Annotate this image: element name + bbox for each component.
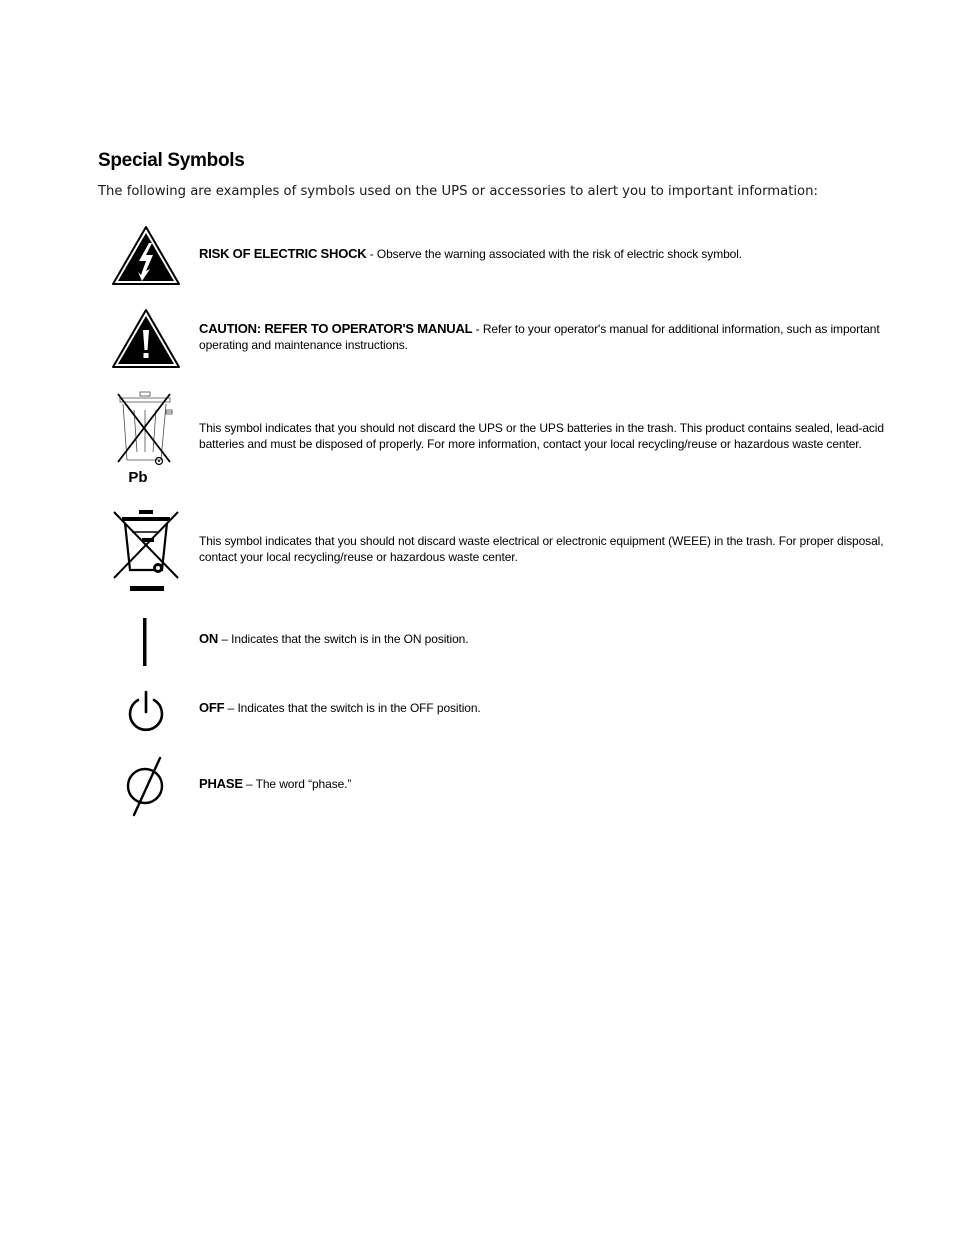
symbol-text: The word “phase.” [255, 777, 352, 791]
symbol-label: RISK OF ELECTRIC SHOCK [199, 246, 367, 261]
symbol-description: PHASE – The word “phase.” [199, 776, 352, 791]
battery-disposal-pb-icon [114, 390, 176, 486]
symbol-text: Indicates that the switch is in the OFF position. [237, 701, 481, 715]
caution-exclamation-icon [111, 308, 181, 370]
phase-symbol-icon [124, 756, 168, 818]
page-title: Special Symbols [98, 150, 245, 171]
symbol-label: CAUTION: REFER TO OPERATOR'S MANUAL [199, 321, 473, 336]
symbol-description [199, 533, 904, 565]
pb-label: Pb [128, 469, 148, 486]
symbol-description: RISK OF ELECTRIC SHOCK - Observe the warning associated with the risk of electric shock symbol. [199, 246, 743, 261]
power-on-line-icon [141, 617, 149, 667]
symbol-text: This symbol indicates that you should not discard waste electrical or electronic equipment (WEEE) in the trash. For proper disposal, contact your local recycling/reuse or hazardous waste center. [199, 534, 884, 564]
symbol-description: CAUTION: REFER TO OPERATOR'S MANUAL - Refer to your operator's manual for additional information, such as important operating and maintenance instructions. [199, 321, 880, 352]
symbol-description: OFF – Indicates that the switch is in the OFF position. [199, 700, 481, 715]
symbol-description: ON – Indicates that the switch is in the ON position. [199, 631, 469, 646]
electric-shock-warning-icon [111, 225, 181, 287]
intro-text: The following are examples of symbols used on the UPS or accessories to alert you to important information: [98, 184, 818, 199]
weee-disposal-icon [112, 508, 180, 594]
symbol-text: Indicates that the switch is in the ON position. [231, 632, 469, 646]
symbol-description [199, 420, 904, 452]
symbol-text: Refer to your operator's manual for additional information, such as important operating and maintenance instructions. [199, 322, 880, 352]
symbol-label: ON [199, 631, 219, 646]
symbol-text: Observe the warning associated with the risk of electric shock symbol. [376, 247, 743, 261]
symbol-text: This symbol indicates that you should not discard the UPS or the UPS batteries in the trash. This product contains sealed, lead-acid batteries and must be disposed of properly. For more information, contact your local recycling/reuse or hazardous waste center. [199, 421, 884, 451]
power-off-standby-icon [126, 690, 166, 734]
symbol-label: PHASE [199, 776, 243, 791]
symbol-label: OFF [199, 700, 225, 715]
